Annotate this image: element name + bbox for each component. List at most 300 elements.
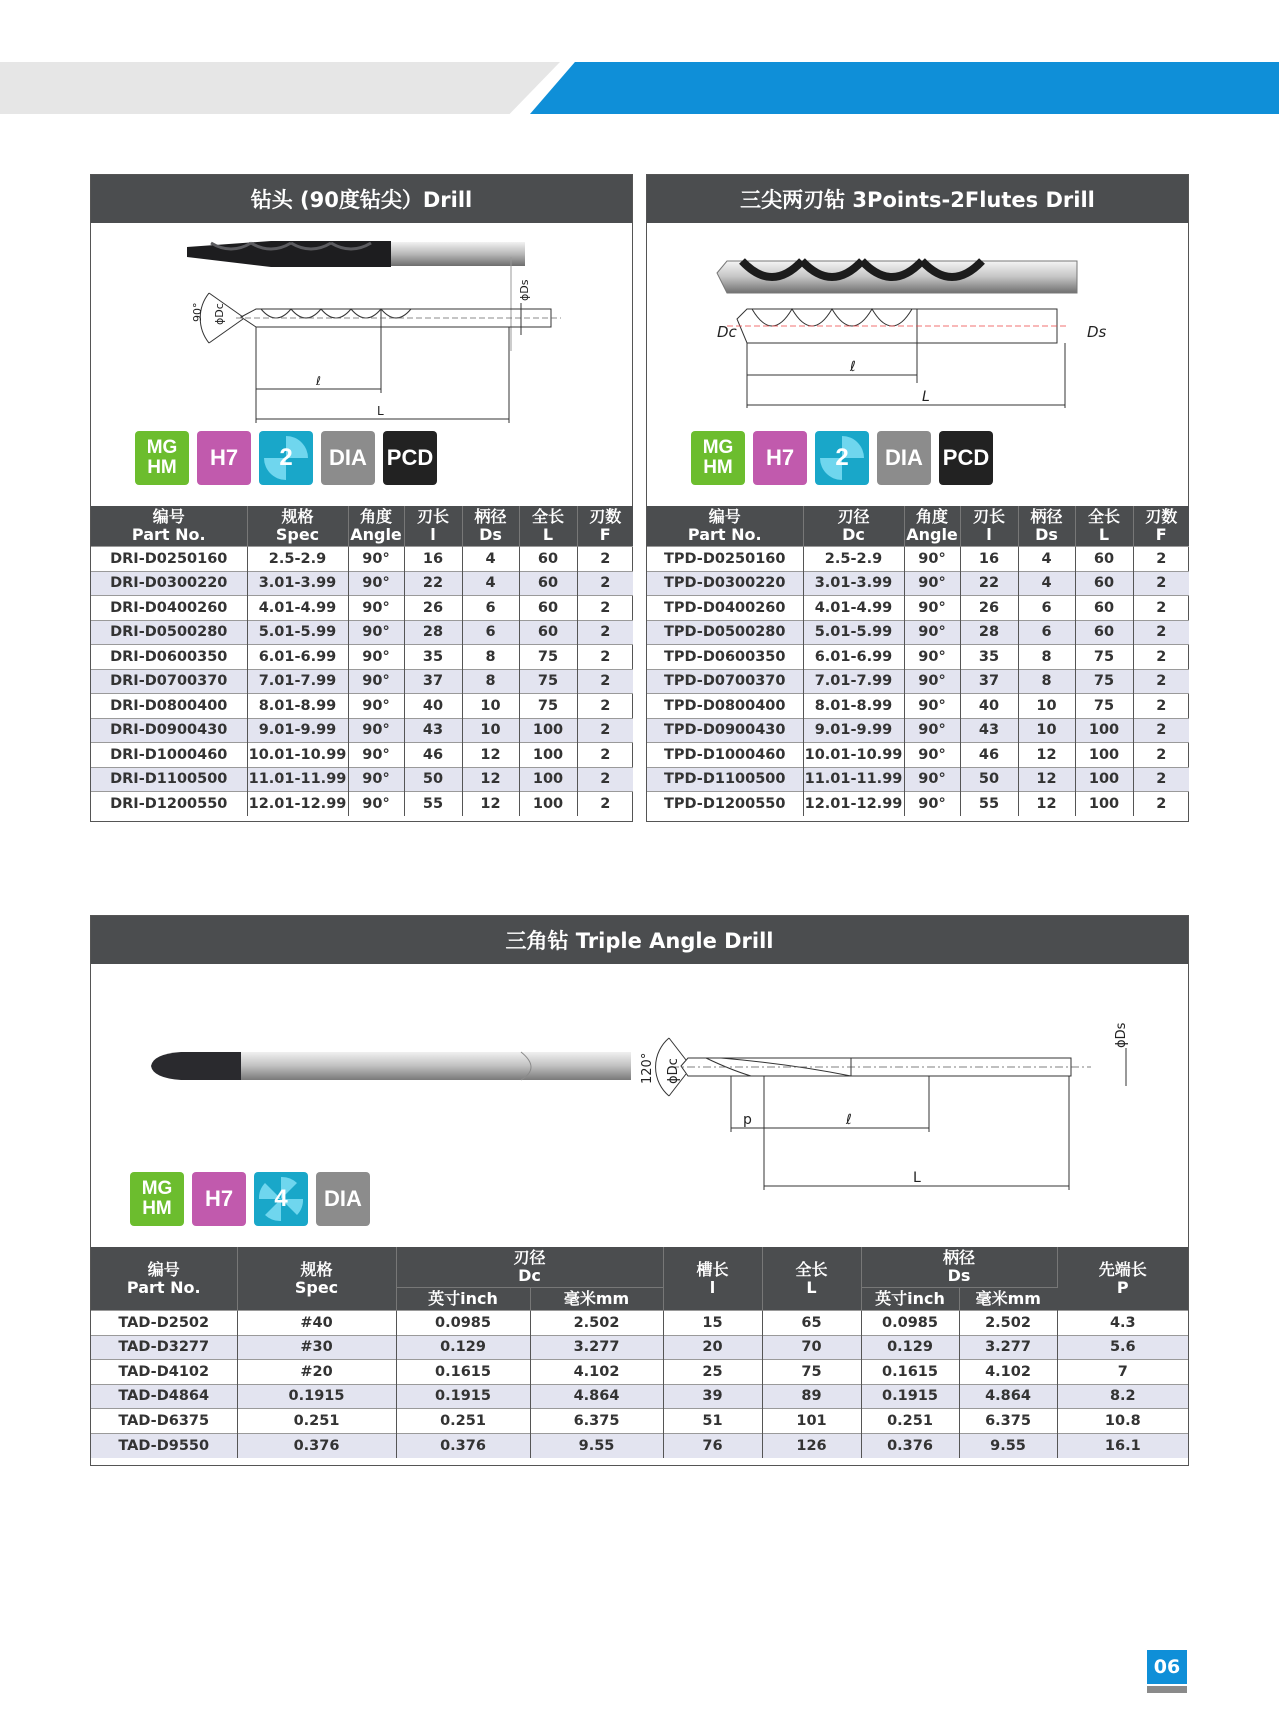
- table-cell: 12: [1018, 767, 1075, 792]
- table-cell: 101: [762, 1409, 861, 1434]
- col-ds-inch: 英寸inch: [861, 1288, 959, 1311]
- table-cell: 60: [1075, 620, 1133, 645]
- table-cell: 90°: [904, 792, 960, 817]
- table-cell: 60: [519, 547, 577, 572]
- triple-angle-drill-panel: [90, 915, 1189, 1466]
- table-cell: 16: [960, 547, 1018, 572]
- table-cell: 2: [577, 792, 633, 817]
- table-cell: TPD-D0400260: [647, 596, 803, 621]
- table-cell: 10: [1018, 718, 1075, 743]
- table-cell: TPD-D0800400: [647, 694, 803, 719]
- table-cell: 55: [960, 792, 1018, 817]
- table-cell: 4: [462, 547, 519, 572]
- ds-label: ϕDs: [1114, 1022, 1129, 1048]
- table-cell: 2: [577, 547, 633, 572]
- col-dc-inch: 英寸inch: [396, 1288, 530, 1311]
- table-cell: #20: [237, 1360, 396, 1385]
- table-cell: #30: [237, 1335, 396, 1360]
- table-cell: 90°: [904, 743, 960, 768]
- table-cell: 90°: [348, 694, 404, 719]
- table-cell: 90°: [904, 547, 960, 572]
- table-cell: 46: [960, 743, 1018, 768]
- table-cell: 4: [1018, 571, 1075, 596]
- table-cell: 2: [577, 694, 633, 719]
- table-cell: TPD-D1000460: [647, 743, 803, 768]
- table-cell: 70: [762, 1335, 861, 1360]
- table-cell: 9.01-9.99: [803, 718, 904, 743]
- table-cell: 2: [1133, 547, 1189, 572]
- column-header: 刃径 Dc: [803, 506, 904, 547]
- table-cell: 8.2: [1057, 1384, 1188, 1409]
- header-banner-gray: [0, 62, 560, 114]
- table-cell: 4.102: [530, 1360, 663, 1385]
- table-row: [91, 694, 633, 719]
- table-cell: 9.01-9.99: [247, 718, 348, 743]
- table-cell: 100: [519, 743, 577, 768]
- table-cell: 46: [404, 743, 462, 768]
- triple-angle-drill-panel-title: 三角钻 Triple Angle Drill: [91, 916, 1188, 964]
- table-cell: 100: [519, 718, 577, 743]
- column-header: 角度 Angle: [904, 506, 960, 547]
- table-cell: 37: [404, 669, 462, 694]
- table-cell: 2: [1133, 596, 1189, 621]
- table-cell: 76: [663, 1433, 762, 1458]
- table-row: [647, 792, 1189, 817]
- table-cell: 12.01-12.99: [803, 792, 904, 817]
- table-cell: 43: [404, 718, 462, 743]
- table-cell: DRI-D0700370: [91, 669, 247, 694]
- table-cell: 12: [1018, 743, 1075, 768]
- table-cell: DRI-D0600350: [91, 645, 247, 670]
- table-cell: 20: [663, 1335, 762, 1360]
- table-cell: 55: [404, 792, 462, 817]
- table-cell: 8.01-8.99: [803, 694, 904, 719]
- table-cell: 50: [404, 767, 462, 792]
- table-cell: 90°: [348, 718, 404, 743]
- table-cell: 8: [1018, 645, 1075, 670]
- table-cell: 2.502: [959, 1311, 1057, 1336]
- table-cell: 2: [577, 596, 633, 621]
- table-cell: #40: [237, 1311, 396, 1336]
- table-cell: 15: [663, 1311, 762, 1336]
- table-cell: 2: [1133, 669, 1189, 694]
- table-cell: 60: [1075, 547, 1133, 572]
- table-cell: 4.01-4.99: [803, 596, 904, 621]
- col-dc-mm: 毫米mm: [530, 1288, 663, 1311]
- table-cell: 2: [577, 645, 633, 670]
- table-cell: 2: [1133, 645, 1189, 670]
- L-label: L: [913, 1170, 921, 1186]
- column-header: 全长 L: [1075, 506, 1133, 547]
- table-cell: 100: [1075, 792, 1133, 817]
- table-cell: 3.277: [530, 1335, 663, 1360]
- table-row: [647, 645, 1189, 670]
- table-cell: 5.01-5.99: [247, 620, 348, 645]
- table-cell: DRI-D0400260: [91, 596, 247, 621]
- table-cell: 26: [404, 596, 462, 621]
- table-row: [91, 596, 633, 621]
- table-cell: 12.01-12.99: [247, 792, 348, 817]
- table-cell: 0.251: [396, 1409, 530, 1434]
- table-cell: 11.01-11.99: [803, 767, 904, 792]
- drill-table-body: [91, 547, 633, 817]
- table-cell: 3.01-3.99: [247, 571, 348, 596]
- table-cell: 4.01-4.99: [247, 596, 348, 621]
- triple-angle-drill-table-header: [91, 1247, 1188, 1311]
- table-cell: 12: [462, 767, 519, 792]
- table-cell: 90°: [348, 620, 404, 645]
- table-cell: 2: [577, 571, 633, 596]
- table-cell: 0.1915: [861, 1384, 959, 1409]
- table-cell: DRI-D1200550: [91, 792, 247, 817]
- table-cell: 4.3: [1057, 1311, 1188, 1336]
- table-cell: 40: [404, 694, 462, 719]
- table-cell: TAD-D4102: [91, 1360, 237, 1385]
- table-cell: 2: [577, 718, 633, 743]
- table-cell: TAD-D4864: [91, 1384, 237, 1409]
- table-row: [91, 1384, 1188, 1409]
- table-cell: 90°: [348, 669, 404, 694]
- column-header: 编号 Part No.: [91, 506, 247, 547]
- table-cell: 8.01-8.99: [247, 694, 348, 719]
- table-row: [647, 767, 1189, 792]
- table-cell: 28: [960, 620, 1018, 645]
- table-row: [91, 743, 633, 768]
- table-cell: 2: [1133, 620, 1189, 645]
- col-tip-length: 先端长 P: [1057, 1247, 1188, 1311]
- table-cell: 0.129: [861, 1335, 959, 1360]
- table-cell: 0.1915: [396, 1384, 530, 1409]
- table-cell: 90°: [904, 571, 960, 596]
- table-cell: 2.502: [530, 1311, 663, 1336]
- table-cell: 90°: [904, 645, 960, 670]
- dc-label: ϕDc: [213, 303, 226, 325]
- table-cell: 3.277: [959, 1335, 1057, 1360]
- table-cell: 6.01-6.99: [247, 645, 348, 670]
- table-row: [91, 1360, 1188, 1385]
- table-cell: 75: [1075, 694, 1133, 719]
- 3point-drill-panel-title: 三尖两刃钻 3Points-2Flutes Drill: [647, 175, 1188, 223]
- table-cell: 10.8: [1057, 1409, 1188, 1434]
- table-cell: 9.55: [959, 1433, 1057, 1458]
- table-cell: DRI-D0800400: [91, 694, 247, 719]
- table-cell: 10.01-10.99: [247, 743, 348, 768]
- badge-dia: DIA: [321, 431, 375, 485]
- table-cell: 6.375: [959, 1409, 1057, 1434]
- triple-angle-drill-badges: [130, 1172, 370, 1226]
- table-cell: 2: [1133, 718, 1189, 743]
- table-cell: 8: [462, 669, 519, 694]
- table-row: [91, 571, 633, 596]
- table-cell: 2: [1133, 571, 1189, 596]
- table-row: [91, 1433, 1188, 1458]
- table-row: [91, 718, 633, 743]
- table-cell: DRI-D1000460: [91, 743, 247, 768]
- table-row: [647, 743, 1189, 768]
- table-cell: 6: [462, 620, 519, 645]
- table-cell: 12: [462, 743, 519, 768]
- col-dc: 刃径 Dc: [396, 1247, 663, 1288]
- page-number: 06: [1147, 1650, 1187, 1684]
- badge-flutes: 2: [815, 431, 869, 485]
- badge-dia: DIA: [316, 1172, 370, 1226]
- table-row: [647, 694, 1189, 719]
- table-cell: DRI-D0300220: [91, 571, 247, 596]
- table-cell: 89: [762, 1384, 861, 1409]
- table-cell: 16: [404, 547, 462, 572]
- l-label: ℓ: [850, 359, 856, 375]
- table-cell: 100: [1075, 743, 1133, 768]
- table-cell: DRI-D0500280: [91, 620, 247, 645]
- col-overall-length: 全长 L: [762, 1247, 861, 1311]
- table-cell: 90°: [904, 620, 960, 645]
- table-cell: 39: [663, 1384, 762, 1409]
- 3point-drill-panel: [646, 174, 1189, 822]
- table-cell: 60: [519, 571, 577, 596]
- table-cell: 0.1615: [861, 1360, 959, 1385]
- badge-h7: H7: [197, 431, 251, 485]
- table-cell: 2.5-2.9: [247, 547, 348, 572]
- table-cell: 0.376: [237, 1433, 396, 1458]
- table-cell: 10: [1018, 694, 1075, 719]
- table-cell: 90°: [904, 767, 960, 792]
- table-cell: DRI-D0250160: [91, 547, 247, 572]
- col-ds-mm: 毫米mm: [959, 1288, 1057, 1311]
- l-label: ℓ: [316, 374, 321, 388]
- table-cell: 6: [1018, 596, 1075, 621]
- table-row: [647, 596, 1189, 621]
- column-header: 角度 Angle: [348, 506, 404, 547]
- 3point-drill-table-header: [647, 506, 1189, 547]
- table-cell: 90°: [348, 571, 404, 596]
- badge-dia: DIA: [877, 431, 931, 485]
- col-part-no: 编号 Part No.: [91, 1247, 237, 1311]
- table-cell: 126: [762, 1433, 861, 1458]
- table-cell: 26: [960, 596, 1018, 621]
- table-row: [647, 718, 1189, 743]
- table-cell: 4: [1018, 547, 1075, 572]
- col-ds: 柄径 Ds: [861, 1247, 1057, 1288]
- angle-label: 90°: [191, 302, 204, 322]
- table-cell: 75: [762, 1360, 861, 1385]
- table-cell: 7.01-7.99: [247, 669, 348, 694]
- table-cell: 0.129: [396, 1335, 530, 1360]
- table-row: [91, 547, 633, 572]
- table-row: [91, 1311, 1188, 1336]
- table-cell: TAD-D2502: [91, 1311, 237, 1336]
- table-row: [91, 645, 633, 670]
- badge-mg-hm: MG HM: [691, 431, 745, 485]
- table-cell: 8: [462, 645, 519, 670]
- table-cell: TAD-D9550: [91, 1433, 237, 1458]
- table-cell: 6: [462, 596, 519, 621]
- table-cell: 2: [1133, 767, 1189, 792]
- table-cell: 2: [577, 767, 633, 792]
- L-label: L: [377, 404, 384, 418]
- l-label: ℓ: [846, 1112, 852, 1128]
- col-flute-length: 槽长 l: [663, 1247, 762, 1311]
- table-cell: 3.01-3.99: [803, 571, 904, 596]
- ds-label: Ds: [1087, 323, 1107, 341]
- table-cell: 75: [1075, 645, 1133, 670]
- table-cell: 51: [663, 1409, 762, 1434]
- table-cell: 25: [663, 1360, 762, 1385]
- table-cell: TPD-D1100500: [647, 767, 803, 792]
- table-cell: 0.0985: [861, 1311, 959, 1336]
- table-cell: TPD-D1200550: [647, 792, 803, 817]
- column-header: 刃数 F: [1133, 506, 1189, 547]
- col-spec: 规格 Spec: [237, 1247, 396, 1311]
- triple-angle-drill-table-body: [91, 1311, 1188, 1458]
- column-header: 柄径 Ds: [462, 506, 519, 547]
- table-cell: TPD-D0250160: [647, 547, 803, 572]
- table-cell: 8: [1018, 669, 1075, 694]
- table-cell: 75: [519, 694, 577, 719]
- L-label: L: [922, 389, 930, 405]
- ds-label: ϕDs: [518, 279, 531, 301]
- 3point-drill-figure: [647, 223, 1188, 506]
- table-cell: TPD-D0600350: [647, 645, 803, 670]
- table-cell: 4.102: [959, 1360, 1057, 1385]
- table-row: [91, 1409, 1188, 1434]
- table-cell: 75: [519, 669, 577, 694]
- table-cell: 6.01-6.99: [803, 645, 904, 670]
- table-cell: 22: [960, 571, 1018, 596]
- table-cell: TPD-D0300220: [647, 571, 803, 596]
- triple-angle-drill-figure: [91, 964, 1188, 1247]
- badge-mg-hm: MG HM: [130, 1172, 184, 1226]
- column-header: 规格 Spec: [247, 506, 348, 547]
- table-cell: 90°: [904, 596, 960, 621]
- table-cell: 2: [577, 620, 633, 645]
- column-header: 刃长 l: [404, 506, 462, 547]
- table-cell: 0.376: [396, 1433, 530, 1458]
- table-cell: 7.01-7.99: [803, 669, 904, 694]
- table-row: [647, 620, 1189, 645]
- table-cell: 100: [1075, 718, 1133, 743]
- table-cell: 100: [519, 792, 577, 817]
- badge-pcd: PCD: [939, 431, 993, 485]
- table-cell: 0.1615: [396, 1360, 530, 1385]
- table-cell: TAD-D3277: [91, 1335, 237, 1360]
- dc-label: Dc: [717, 323, 737, 341]
- table-cell: 0.376: [861, 1433, 959, 1458]
- table-cell: 37: [960, 669, 1018, 694]
- table-cell: 65: [762, 1311, 861, 1336]
- table-cell: 4.864: [959, 1384, 1057, 1409]
- 3point-drill-badges: [691, 431, 993, 485]
- table-row: [647, 547, 1189, 572]
- drill-table: [91, 506, 633, 816]
- table-cell: 6: [1018, 620, 1075, 645]
- drill-panel-title: 钻头 (90度钻尖）Drill: [91, 175, 632, 223]
- table-cell: 4: [462, 571, 519, 596]
- triple-angle-drill-table: [91, 1247, 1188, 1458]
- table-cell: 10: [462, 694, 519, 719]
- table-cell: 9.55: [530, 1433, 663, 1458]
- table-cell: 0.251: [861, 1409, 959, 1434]
- table-cell: 90°: [904, 718, 960, 743]
- table-cell: 0.0985: [396, 1311, 530, 1336]
- column-header: 柄径 Ds: [1018, 506, 1075, 547]
- table-row: [91, 792, 633, 817]
- drill-table-header: [91, 506, 633, 547]
- table-row: [91, 669, 633, 694]
- table-cell: DRI-D0900430: [91, 718, 247, 743]
- table-row: [91, 767, 633, 792]
- badge-mg-hm: MG HM: [135, 431, 189, 485]
- badge-pcd: PCD: [383, 431, 437, 485]
- column-header: 编号 Part No.: [647, 506, 803, 547]
- column-header: 刃数 F: [577, 506, 633, 547]
- 3point-drill-table: [647, 506, 1189, 816]
- 3point-drill-table-body: [647, 547, 1189, 817]
- table-cell: 6.375: [530, 1409, 663, 1434]
- table-row: [91, 1335, 1188, 1360]
- table-cell: 75: [1075, 669, 1133, 694]
- table-cell: 100: [519, 767, 577, 792]
- table-row: [647, 571, 1189, 596]
- drill-badges: [135, 431, 437, 485]
- table-cell: 7: [1057, 1360, 1188, 1385]
- table-cell: 10: [462, 718, 519, 743]
- table-cell: 90°: [348, 547, 404, 572]
- table-cell: 12: [462, 792, 519, 817]
- table-cell: 60: [1075, 571, 1133, 596]
- table-cell: TPD-D0900430: [647, 718, 803, 743]
- table-cell: 100: [1075, 767, 1133, 792]
- table-cell: 90°: [904, 669, 960, 694]
- table-cell: 35: [404, 645, 462, 670]
- table-cell: 10.01-10.99: [803, 743, 904, 768]
- table-cell: 28: [404, 620, 462, 645]
- table-cell: 50: [960, 767, 1018, 792]
- table-cell: TAD-D6375: [91, 1409, 237, 1434]
- table-cell: 2: [577, 669, 633, 694]
- badge-h7: H7: [192, 1172, 246, 1226]
- drill-shank-photo: [391, 242, 525, 266]
- table-cell: 75: [519, 645, 577, 670]
- table-cell: 2: [1133, 792, 1189, 817]
- table-cell: 35: [960, 645, 1018, 670]
- table-cell: 2: [577, 743, 633, 768]
- table-cell: 40: [960, 694, 1018, 719]
- table-cell: 60: [519, 596, 577, 621]
- table-cell: 90°: [348, 645, 404, 670]
- table-cell: 5.6: [1057, 1335, 1188, 1360]
- table-cell: 90°: [348, 743, 404, 768]
- table-cell: 16.1: [1057, 1433, 1188, 1458]
- table-cell: 2: [1133, 694, 1189, 719]
- table-cell: 90°: [348, 767, 404, 792]
- page-number-bar: [1147, 1686, 1187, 1693]
- table-cell: 60: [1075, 596, 1133, 621]
- drill-figure: [91, 223, 632, 506]
- column-header: 全长 L: [519, 506, 577, 547]
- table-row: [647, 669, 1189, 694]
- drill-panel: [90, 174, 633, 822]
- table-cell: 11.01-11.99: [247, 767, 348, 792]
- table-cell: 43: [960, 718, 1018, 743]
- table-cell: 5.01-5.99: [803, 620, 904, 645]
- table-cell: 90°: [348, 792, 404, 817]
- table-cell: TPD-D0700370: [647, 669, 803, 694]
- angle-label: 120°: [640, 1052, 655, 1084]
- table-cell: 0.251: [237, 1409, 396, 1434]
- badge-flutes: 4: [254, 1172, 308, 1226]
- p-label: p: [743, 1112, 752, 1128]
- table-cell: 2.5-2.9: [803, 547, 904, 572]
